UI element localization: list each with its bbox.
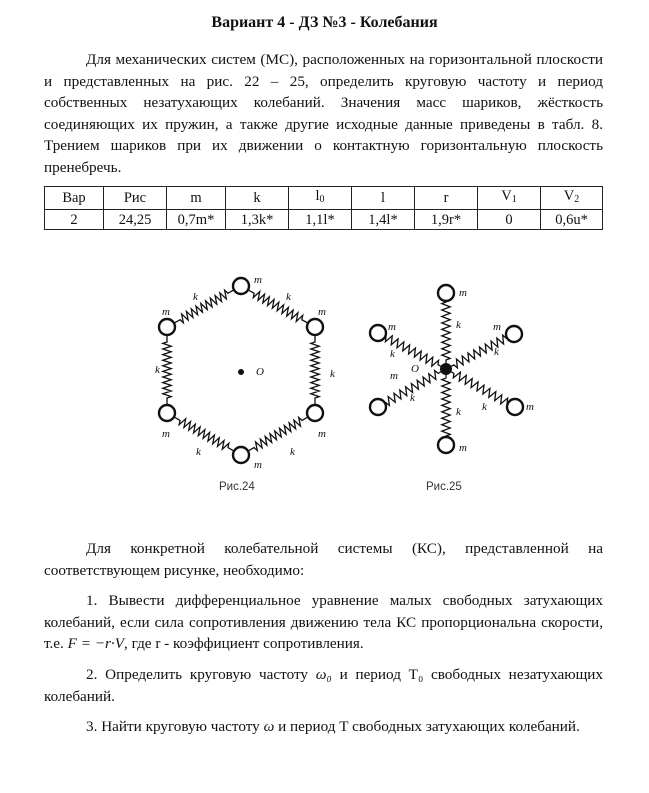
spring — [175, 290, 233, 322]
th-fig: Рис — [104, 187, 167, 210]
td-l: 1,4l* — [352, 210, 415, 230]
table-row — [45, 210, 603, 230]
mass-ball — [159, 405, 175, 421]
th-v1: $V_1$ — [478, 187, 541, 210]
figure-24 — [140, 265, 350, 475]
omega0-symbol: ω₀ — [315, 666, 332, 683]
td-l0: 1,1l* — [289, 210, 352, 230]
th-r: r — [415, 187, 478, 210]
spring — [442, 296, 450, 366]
figure-25 — [360, 275, 540, 465]
spring — [163, 336, 171, 404]
page-title: Вариант 4 - ДЗ №3 - Колебания — [211, 14, 438, 31]
spring — [311, 336, 319, 404]
fig24-caption: Рис.24 — [219, 481, 255, 493]
spring-label: k — [410, 392, 415, 404]
omega-symbol: ω — [263, 718, 275, 735]
spring — [175, 417, 233, 450]
intro-paragraph: Для механических систем (МС), расположенных на горизонтальной плоскости и представленных на рис. 22 – 25, определить круговую частоту и период собственных незатухающих колебаний. Значения масс шариков, жёсткость соединяющих их пружин, а также другие исходные данные приведены в табл. 8. Трением шариков при их движении о контактную горизонтальную плоскость пренебречь. — [44, 51, 603, 176]
task-item-2: 2. Определить круговую частоту ω₀ и период T₀ свободных незатухающих колебаний. — [44, 666, 604, 705]
spring-label: k — [193, 291, 198, 303]
th-l: l — [352, 187, 415, 210]
th-v2: $V_2$ — [541, 187, 603, 210]
center-point — [238, 369, 244, 375]
star-center-hub — [440, 363, 452, 375]
mass-ball — [507, 399, 523, 415]
task-item-1: 1. Вывести дифференциальное уравнение малых свободных затухающих колебаний, если сила сопротивления движению тела КС пропорциональна скорости, т.е. F = −r·V, где r - коэффициент сопротивления. — [44, 592, 603, 652]
mass-ball — [233, 278, 249, 294]
mass-label: m — [526, 401, 534, 413]
spring-label: k — [494, 346, 499, 358]
formula-resistance: F = −r·V — [67, 635, 124, 652]
th-var: Вар — [45, 187, 104, 210]
spring — [249, 417, 307, 450]
td-k: 1,3k* — [226, 210, 289, 230]
th-m: m — [167, 187, 226, 210]
mass-label: m — [162, 428, 170, 440]
center-label: O — [411, 363, 419, 375]
data-table — [44, 186, 603, 230]
spring-label: k — [286, 291, 291, 303]
mass-ball — [506, 326, 522, 342]
mass-label: m — [390, 370, 398, 382]
spring-label: k — [456, 319, 461, 331]
td-var: 2 — [45, 210, 104, 230]
spring-label: k — [456, 406, 461, 418]
td-m: 0,7m* — [167, 210, 226, 230]
td-r: 1,9r* — [415, 210, 478, 230]
mass-label: m — [459, 442, 467, 454]
spring-label: k — [196, 446, 201, 458]
task-intro: Для конкретной колебательной системы (КС), представленной на соответствующем рисунке, необходимо: — [44, 540, 603, 579]
fig25-caption: Рис.25 — [426, 481, 462, 493]
spring — [449, 335, 512, 368]
mass-ball — [307, 319, 323, 335]
spring — [442, 372, 450, 442]
spring-label: k — [290, 446, 295, 458]
mass-ball — [370, 325, 386, 341]
center-label: O — [256, 366, 264, 378]
mass-ball — [438, 437, 454, 453]
spring-label: k — [482, 401, 487, 413]
th-k: k — [226, 187, 289, 210]
mass-label: m — [493, 321, 501, 333]
table-header-row — [45, 187, 603, 210]
mass-label: m — [162, 306, 170, 318]
th-l0: $l_0$ — [289, 187, 352, 210]
td-fig: 24,25 — [104, 210, 167, 230]
mass-label: m — [318, 306, 326, 318]
spring-label: k — [330, 368, 335, 380]
mass-ball — [159, 319, 175, 335]
td-v1: 0 — [478, 210, 541, 230]
spring — [449, 370, 513, 405]
mass-label: m — [459, 287, 467, 299]
td-v2: 0,6u* — [541, 210, 603, 230]
mass-ball — [307, 405, 323, 421]
task-item-3: 3. Найти круговую частоту ω и период T свободных затухающих колебаний. — [86, 718, 580, 735]
mass-label: m — [254, 274, 262, 286]
mass-label: m — [254, 459, 262, 471]
mass-ball — [370, 399, 386, 415]
mass-ball — [438, 285, 454, 301]
mass-ball — [233, 447, 249, 463]
mass-label: m — [388, 321, 396, 333]
spring-label: k — [155, 364, 160, 376]
spring-label: k — [390, 348, 395, 360]
spring — [249, 290, 307, 322]
mass-label: m — [318, 428, 326, 440]
